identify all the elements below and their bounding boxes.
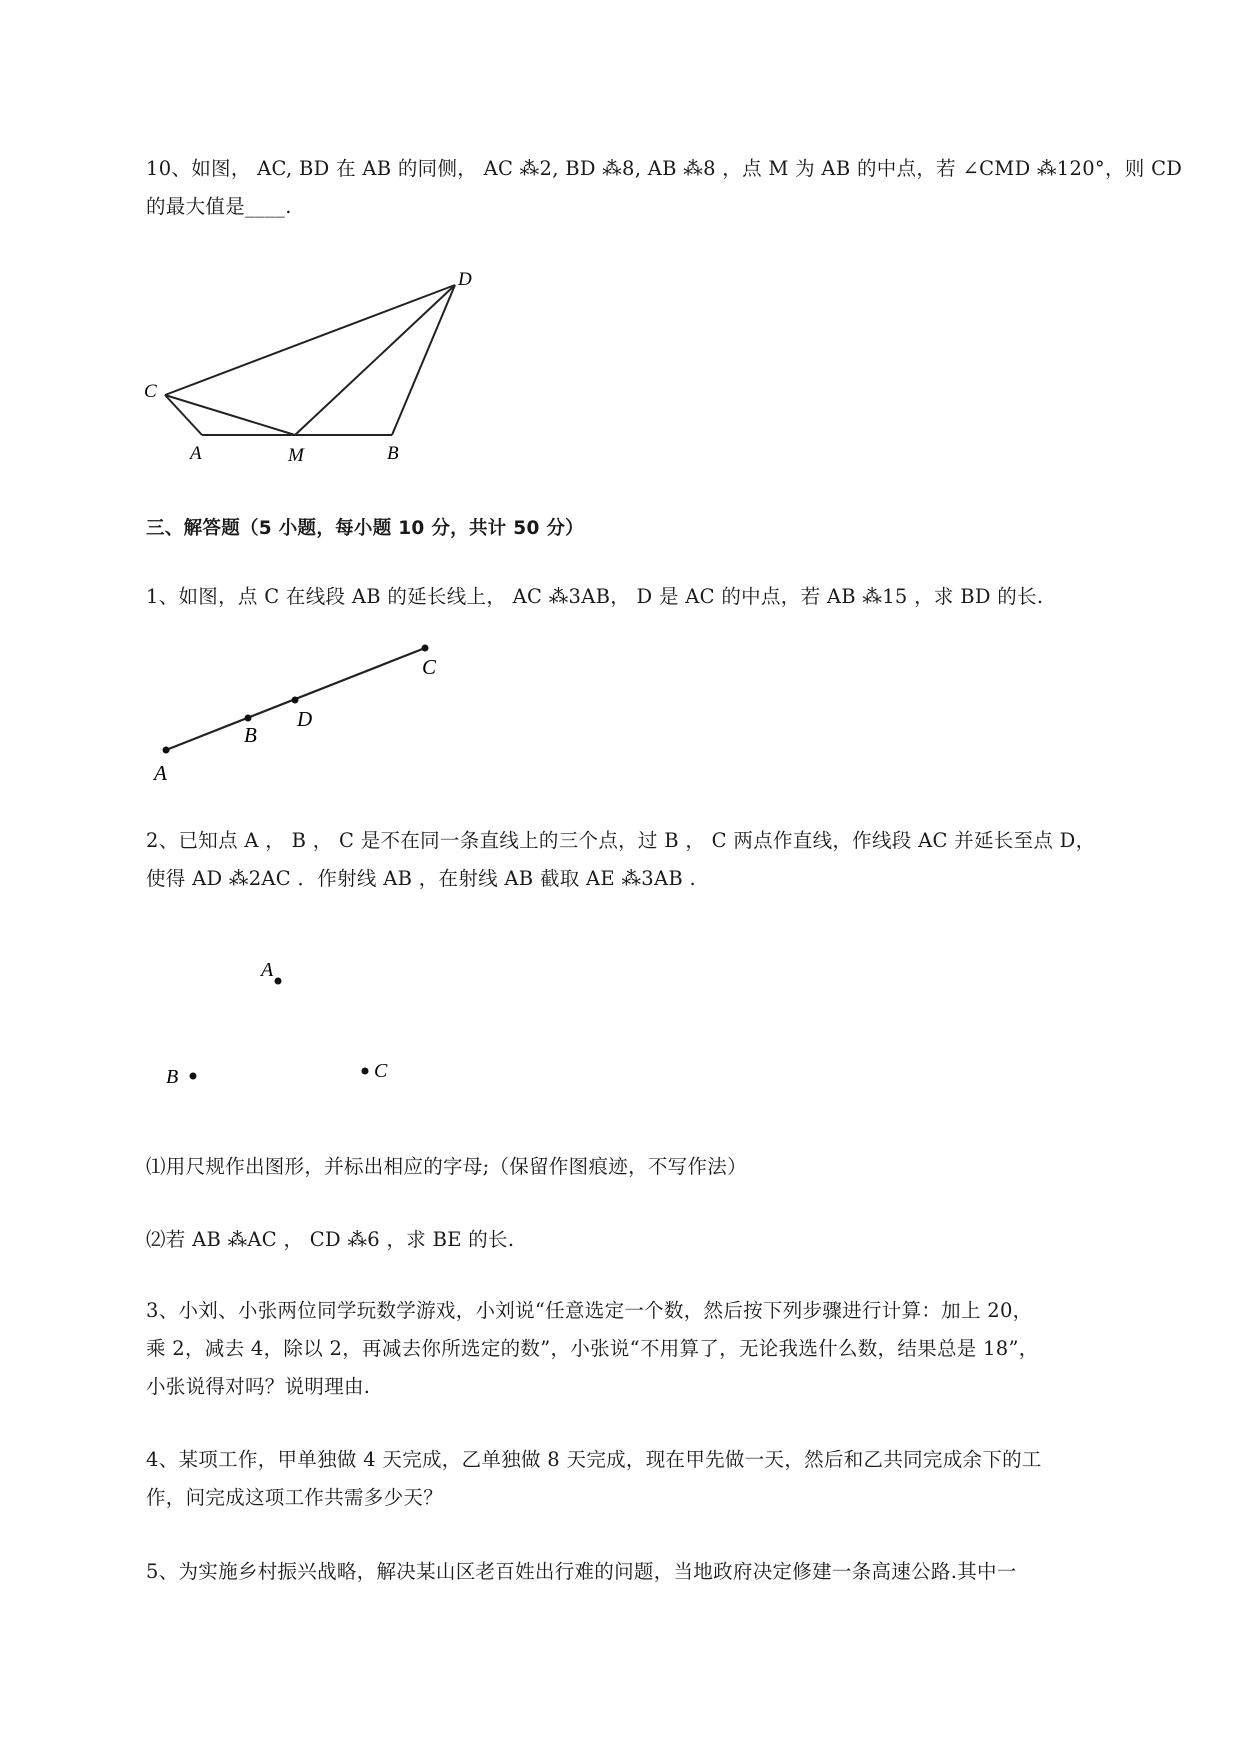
problem-5-line-1: 5、为实施乡村振兴战略，解决某山区老百姓出行难的问题，当地政府决定修建一条高速公路.其中一 [146,1560,1017,1583]
label-b: B [387,443,399,464]
problem-4-line-1: 4、某项工作，甲单独做 4 天完成，乙单独做 8 天完成，现在甲先做一天，然后和乙共同完成余下的工 [146,1448,1042,1471]
label-a: A [154,761,167,785]
label-a: A [261,959,274,981]
segment-bd [392,285,455,435]
label-d: D [458,269,472,290]
problem-2-line-2: 使得 AD ⁂2AC ．作射线 AB ，在射线 AB 截取 AE ⁂3AB . [146,867,696,890]
figure-q10-quadrilateral [130,255,490,465]
problem-3-line-3: 小张说得对吗？说明理由. [146,1375,371,1398]
problem-3-line-2: 乘 2，减去 4，除以 2，再减去你所选定的数”，小张说“不用算了，无论我选什么数，结果总是 18”， [146,1337,1039,1360]
point-c [422,645,429,652]
point-b [245,715,252,722]
problem-1 [146,578,1146,616]
question-10-line-1: 10、如图， AC, BD 在 AB 的同侧， AC ⁂2, BD ⁂8, AB ⁂8 ，点 M 为 AB 的中点，若 ∠CMD ⁂120°，则 CD [146,157,1183,180]
problem-3 [146,1292,1146,1406]
label-c: C [422,655,437,679]
point-b [190,1073,197,1080]
point-a [163,747,170,754]
problem-5 [146,1553,1146,1591]
figure-p1-segment [140,630,470,790]
figure-p2-points [150,945,430,1095]
question-10 [146,150,1183,226]
problem-2-sub-2-text: ⑵若 AB ⁂AC ， CD ⁂6 ，求 BE 的长. [146,1228,515,1251]
problem-2-line-1: 2、已知点 A ， B ， C 是不在同一条直线上的三个点，过 B ， C 两点作直线，作线段 AC 并延长至点 D， [146,829,1096,852]
problem-1-line-1: 1、如图，点 C 在线段 AB 的延长线上， AC ⁂3AB， D 是 AC 的中点，若 AB ⁂15 ，求 BD 的长. [146,585,1044,608]
label-b: B [244,723,257,747]
problem-2-sub-1 [146,1148,1146,1186]
segment-md [295,285,455,435]
segment-cd [165,285,455,395]
label-c: C [374,1060,388,1082]
point-c [362,1068,369,1075]
label-a: A [190,443,202,464]
label-c: C [144,381,157,402]
point-d [292,697,299,704]
problem-4 [146,1441,1146,1517]
question-10-line-2: 的最大值是____. [146,195,292,218]
label-b: B [166,1066,179,1088]
problem-2-sub-1-text: ⑴用尺规作出图形，并标出相应的字母;（保留作图痕迹，不写作法） [146,1155,747,1178]
problem-2 [146,822,1146,898]
section-3-heading [146,510,1146,548]
problem-3-line-1: 3、小刘、小张两位同学玩数学游戏，小刘说“任意选定一个数，然后按下列步骤进行计算：加上 20， [146,1299,1033,1322]
section-3-heading-text: 三、解答题（5 小题，每小题 10 分，共计 50 分） [146,518,584,539]
label-m: M [288,445,304,465]
problem-2-sub-2 [146,1221,1146,1259]
problem-4-line-2: 作，问完成这项工作共需多少天？ [146,1486,444,1509]
point-a [275,978,282,985]
label-d: D [297,707,313,731]
